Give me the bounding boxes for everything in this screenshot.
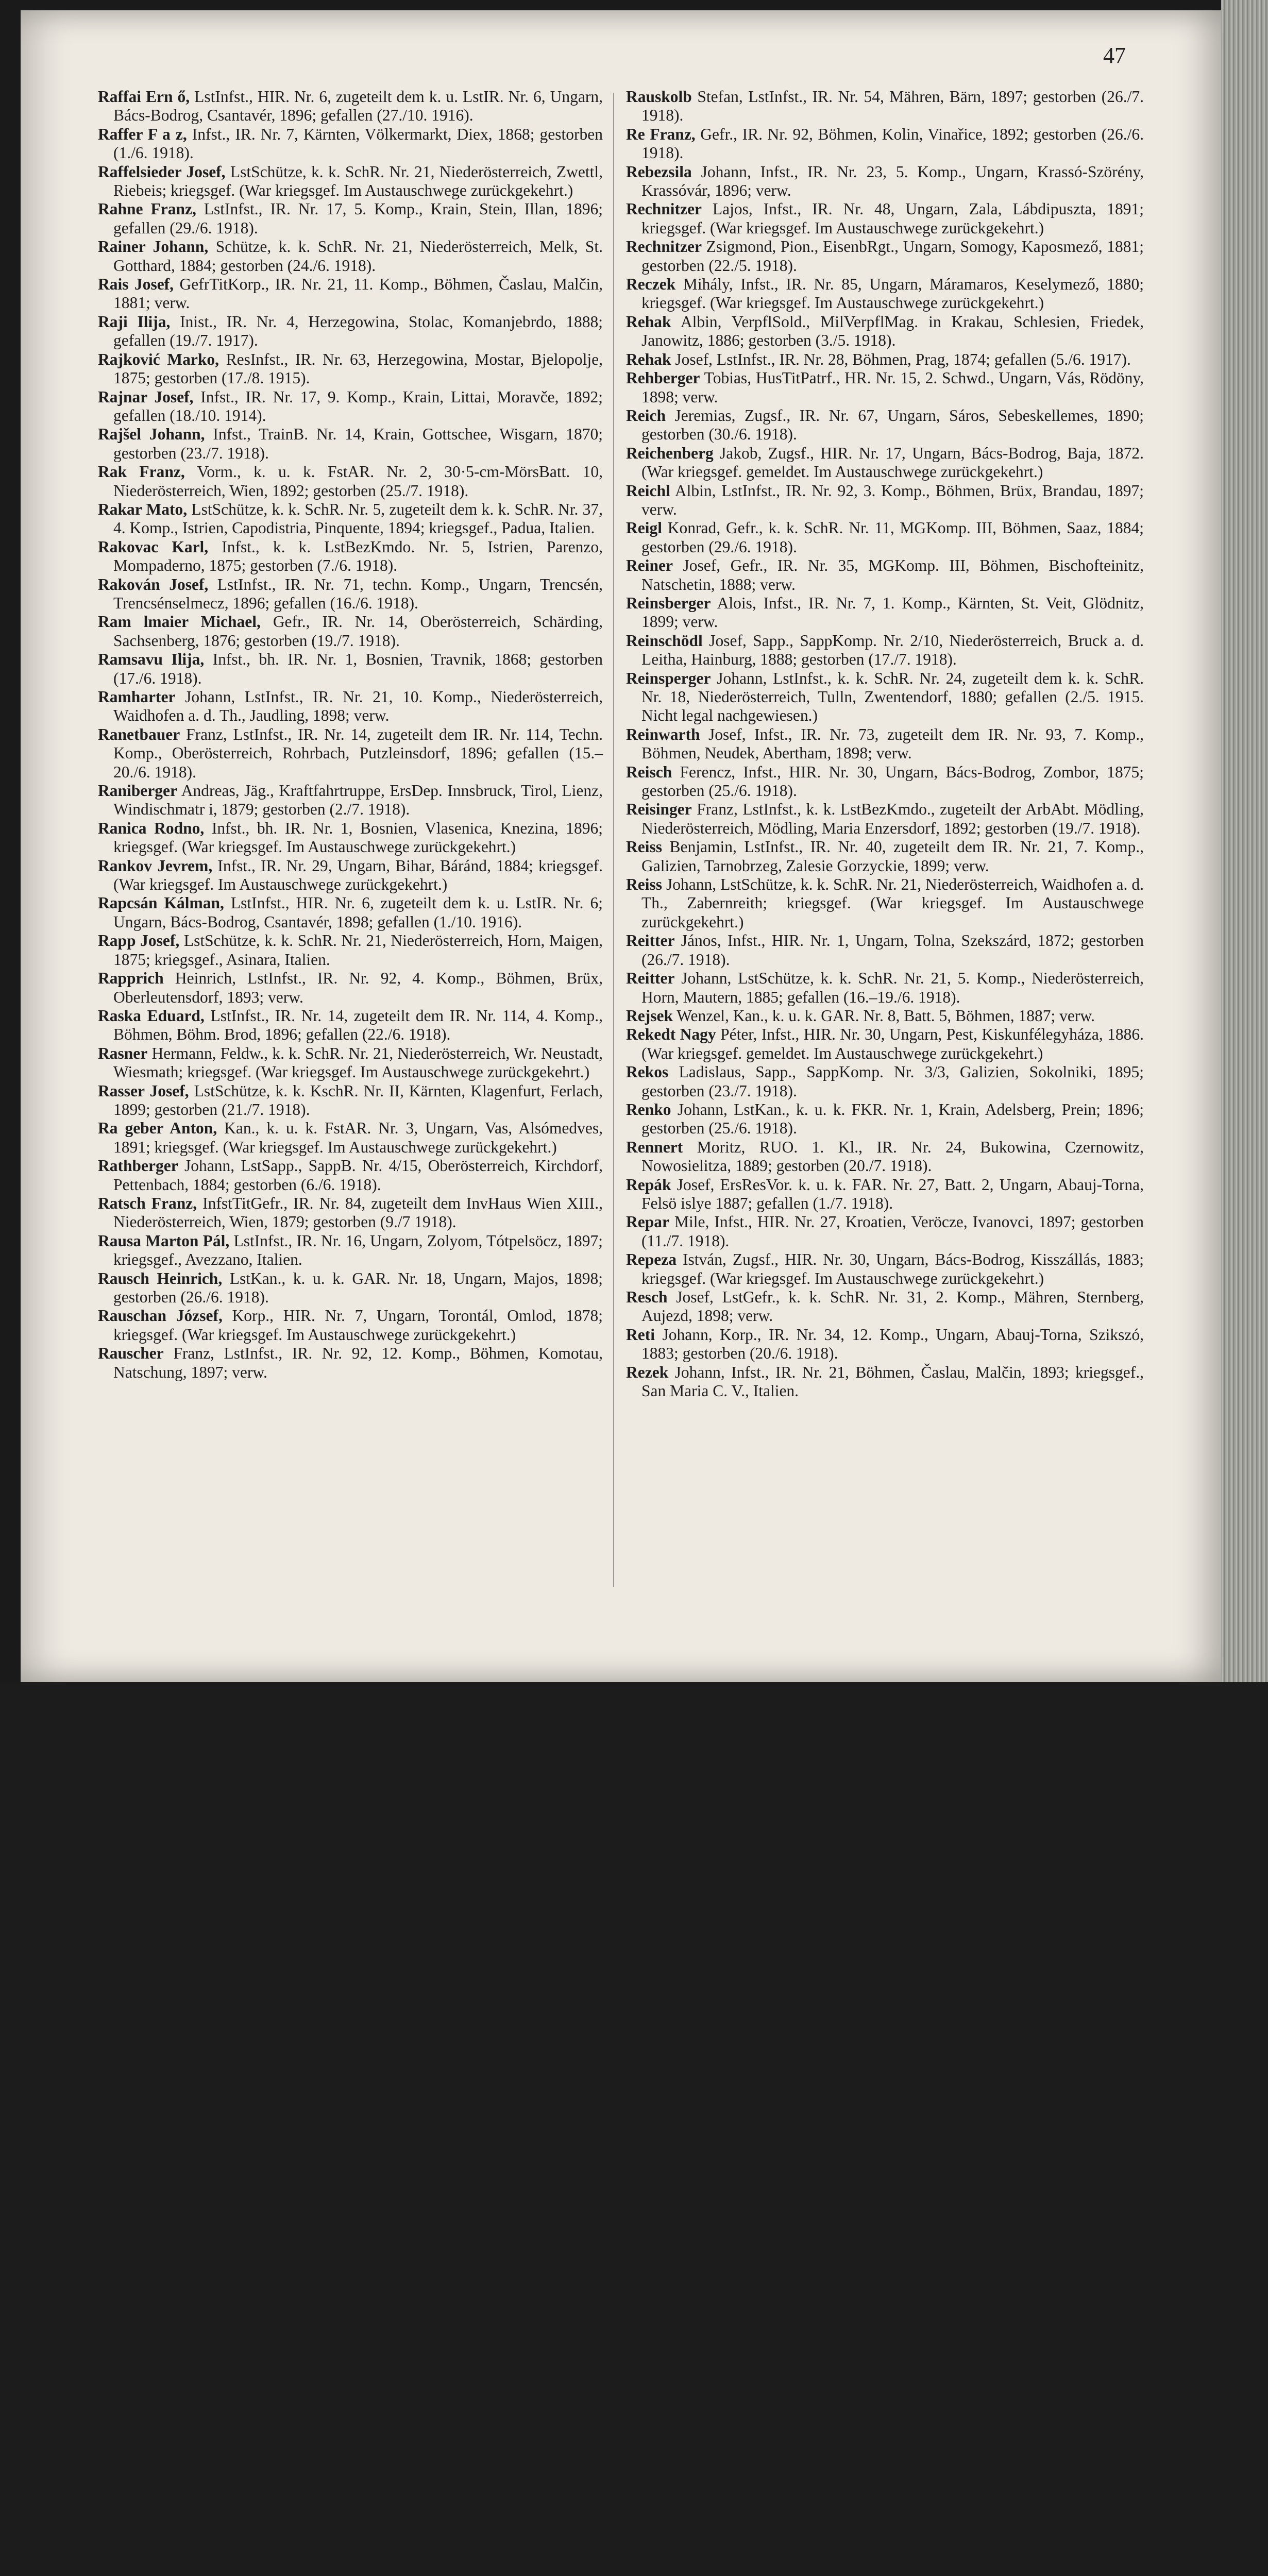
entry-name: Raniberger bbox=[98, 782, 177, 800]
entry-text: Infst., IR. Nr. 7, Kärnten, Völkermarkt, Diex, 1868; gestorben (1./6. 1918). bbox=[113, 125, 603, 162]
entry bbox=[626, 406, 1144, 444]
entry-name: Reczek bbox=[626, 275, 676, 294]
entry bbox=[626, 238, 1144, 275]
entry-name: Reiner bbox=[626, 556, 673, 575]
entry bbox=[626, 200, 1144, 238]
entry bbox=[98, 200, 603, 238]
entry-text: Johann, LstInfst., k. k. SchR. Nr. 24, zugeteilt dem k. k. SchR. Nr. 18, Niederösterreich, Tulln, Zwentendorf, 1880; gefallen (2./5. 1915. Nicht legal nachgewiesen.) bbox=[641, 669, 1144, 725]
entry-name: Ramsavu Ilija, bbox=[98, 650, 205, 669]
entry bbox=[626, 1138, 1144, 1176]
entry bbox=[98, 894, 603, 931]
entry-text: Infst., TrainB. Nr. 14, Krain, Gottschee, Wisgarn, 1870; gestorben (23./7. 1918). bbox=[113, 425, 603, 462]
entry-text: Johann, Infst., IR. Nr. 23, 5. Komp., Ungarn, Krassó-Szörény, Krassóvár, 1896; verw. bbox=[641, 162, 1144, 200]
entry-text: Andreas, Jäg., Kraftfahrtruppe, ErsDep. Innsbruck, Tirol, Lienz, Windischmatr i, 1879; gestorben (2./7. 1918). bbox=[113, 782, 603, 819]
entry-name: Reisch bbox=[626, 762, 672, 781]
entry-name: Raffer F a z, bbox=[98, 125, 187, 143]
entry-name: Ramharter bbox=[98, 688, 176, 706]
entry bbox=[98, 1344, 603, 1382]
entry bbox=[626, 1176, 1144, 1213]
entry-text: Albin, VerpflSold., MilVerpflMag. in Krakau, Schlesien, Friedek, Janowitz, 1886; gestorben (3./5. 1918). bbox=[641, 312, 1144, 350]
entry-name: Reisinger bbox=[626, 800, 692, 819]
entry bbox=[98, 88, 603, 125]
entry-text: Josef, Gefr., IR. Nr. 35, MGKomp. III, Böhmen, Bischofteinitz, Natschetin, 1888; verw. bbox=[641, 556, 1144, 594]
entry bbox=[626, 125, 1144, 163]
entry bbox=[626, 369, 1144, 406]
entry-text: Albin, LstInfst., IR. Nr. 92, 3. Komp., Böhmen, Brüx, Brandau, 1897; verw. bbox=[641, 481, 1144, 518]
entry-text: LstInfst., IR. Nr. 71, techn. Komp., Ungarn, Trencsén, Trencsénselmecz, 1896; gefallen (16./6. 1918). bbox=[113, 575, 603, 612]
entry-text: Kan., k. u. k. FstAR. Nr. 3, Ungarn, Vas, Alsómedves, 1891; kriegsgef. (War kriegsgef. Im Austauschwege zurückgekehrt.) bbox=[113, 1119, 603, 1156]
entry-text: LstInfst., IR. Nr. 17, 5. Komp., Krain, Stein, Illan, 1896; gefallen (29./6. 1918). bbox=[113, 200, 603, 237]
entry bbox=[98, 350, 603, 388]
entry-text: Konrad, Gefr., k. k. SchR. Nr. 11, MGKomp. III, Böhmen, Saaz, 1884; gestorben (29./6. 1918). bbox=[641, 519, 1144, 556]
entry bbox=[98, 238, 603, 275]
entry-name: Ranica Rodno, bbox=[98, 819, 205, 837]
entry-text: Josef, ErsResVor. k. u. k. FAR. Nr. 27, Batt. 2, Ungarn, Abauj-Torna, Felsö islye 1887; gefallen (1./7. 1918). bbox=[641, 1175, 1144, 1212]
entry-name: Rasser Josef, bbox=[98, 1081, 189, 1100]
entry-name: Reti bbox=[626, 1325, 655, 1344]
entry-text: LstSchütze, k. k. SchR. Nr. 21, Niederösterreich, Zwettl, Riebeis; kriegsgef. (War kriegsgef. Im Austauschwege zurückgekehrt.) bbox=[113, 162, 603, 200]
entry-text: Gefr., IR. Nr. 92, Böhmen, Kolin, Vinařice, 1892; gestorben (26./6. 1918). bbox=[641, 125, 1144, 162]
entry-name: Reitter bbox=[626, 969, 675, 988]
entry-text: LstInfst., IR. Nr. 14, zugeteilt dem IR. Nr. 114, 4. Komp., Böhmen, Böhm. Brod, 1896; gefallen (22./6. 1918). bbox=[113, 1006, 603, 1044]
entry bbox=[626, 163, 1144, 200]
entry-text: Ladislaus, Sapp., SappKomp. Nr. 3/3, Galizien, Sokolniki, 1895; gestorben (23./7. 1918). bbox=[641, 1063, 1144, 1100]
entry bbox=[98, 500, 603, 538]
entry-text: Benjamin, LstInfst., IR. Nr. 40, zugeteilt dem IR. Nr. 21, 7. Komp., Galizien, Tarnobrzeg, Zalesie Gorzyckie, 1899; verw. bbox=[641, 838, 1144, 875]
entry-name: Rankov Jevrem, bbox=[98, 856, 213, 875]
entry-name: Rennert bbox=[626, 1138, 683, 1156]
entry-name: Repák bbox=[626, 1175, 671, 1194]
entry bbox=[98, 725, 603, 782]
entry bbox=[98, 782, 603, 819]
entry-name: Rausa Marton Pál, bbox=[98, 1231, 230, 1250]
entry-text: Jeremias, Zugsf., IR. Nr. 67, Ungarn, Sáros, Sebeskellemes, 1890; gestorben (30./6. 1918). bbox=[641, 406, 1144, 444]
entry-text: Péter, Infst., HIR. Nr. 30, Ungarn, Pest, Kiskunfélegyháza, 1886. (War kriegsgef. gemeldet. Im Austauschwege zurückgekehrt.) bbox=[641, 1025, 1144, 1062]
entry-name: Rehak bbox=[626, 312, 671, 331]
entry-text: Gefr., IR. Nr. 14, Oberösterreich, Schärding, Sachsenberg, 1876; gestorben (19./7. 1918). bbox=[113, 613, 603, 650]
entry bbox=[98, 538, 603, 575]
entry bbox=[98, 1082, 603, 1120]
entry bbox=[98, 388, 603, 426]
entry-text: Tobias, HusTitPatrf., HR. Nr. 15, 2. Schwd., Ungarn, Vás, Rödöny, 1898; verw. bbox=[641, 369, 1144, 406]
right-column bbox=[626, 88, 1144, 1400]
entry bbox=[626, 1007, 1144, 1025]
entry-name: Rainer Johann, bbox=[98, 238, 209, 256]
entry bbox=[98, 1044, 603, 1082]
entry-name: Reichl bbox=[626, 481, 670, 500]
entry-name: Rajnar Josef, bbox=[98, 387, 194, 406]
entry bbox=[626, 1063, 1144, 1100]
entry-text: Johann, Korp., IR. Nr. 34, 12. Komp., Ungarn, Abauj-Torna, Szikszó, 1883; gestorben (20./6. 1918). bbox=[641, 1325, 1144, 1363]
entry-name: Rauscher bbox=[98, 1344, 164, 1363]
entry-text: Infst., bh. IR. Nr. 1, Bosnien, Travnik, 1868; gestorben (17./6. 1918). bbox=[113, 650, 603, 687]
entry-name: Raffai Ern ő, bbox=[98, 88, 190, 106]
entry-text: Johann, LstSchütze, k. k. SchR. Nr. 21, 5. Komp., Niederösterreich, Horn, Mautern, 1885; gefallen (16.–19./6. 1918). bbox=[641, 969, 1144, 1006]
entry-name: Reich bbox=[626, 406, 666, 425]
entry-text: Josef, LstInfst., IR. Nr. 28, Böhmen, Prag, 1874; gefallen (5./6. 1917). bbox=[675, 350, 1131, 368]
entry bbox=[626, 1363, 1144, 1401]
entry-text: Franz, LstInfst., k. k. LstBezKmdo., zugeteilt der ArbAbt. Mödling, Niederösterreich, Mödling, Maria Enzersdorf, 1892; gestorben (19./7. 1918). bbox=[641, 800, 1144, 837]
entry-text: Johann, LstKan., k. u. k. FKR. Nr. 1, Krain, Adelsberg, Prein; 1896; gestorben (25./6. 1918). bbox=[641, 1100, 1144, 1138]
entry-name: Rehberger bbox=[626, 369, 700, 387]
entry-name: Raji Ilija, bbox=[98, 312, 171, 331]
entry-name: Rebezsila bbox=[626, 162, 692, 181]
page-number: 47 bbox=[1103, 43, 1126, 68]
entry-text: Heinrich, LstInfst., IR. Nr. 92, 4. Komp., Böhmen, Brüx, Oberleutensdorf, 1893; verw. bbox=[113, 969, 603, 1006]
entry-text: Stefan, LstInfst., IR. Nr. 54, Mähren, Bärn, 1897; gestorben (26./7. 1918). bbox=[641, 88, 1144, 125]
entry-text: Mihály, Infst., IR. Nr. 85, Ungarn, Máramaros, Keselymező, 1880; kriegsgef. (War kriegsgef. Im Austauschwege zurückgekehrt.) bbox=[641, 275, 1144, 312]
entry-name: Rathberger bbox=[98, 1157, 178, 1175]
entry-name: Reigl bbox=[626, 519, 662, 537]
entry-name: Rauschan József, bbox=[98, 1307, 223, 1325]
entry-name: Repeza bbox=[626, 1250, 677, 1269]
entry-text: GefrTitKorp., IR. Nr. 21, 11. Komp., Böhmen, Časlau, Malčin, 1881; verw. bbox=[113, 275, 603, 312]
entry-name: Rak Franz, bbox=[98, 463, 185, 481]
entry-text: Johann, LstSapp., SappB. Nr. 4/15, Oberösterreich, Kirchdorf, Pettenbach, 1884; gestorben (6./6. 1918). bbox=[113, 1157, 603, 1194]
entry bbox=[98, 125, 603, 163]
entry-name: Rekedt Nagy bbox=[626, 1025, 716, 1044]
entry-text: Infst., k. k. LstBezKmdo. Nr. 5, Istrien, Parenzo, Mompaderno, 1875; gestorben (7./6. 1918). bbox=[113, 537, 603, 575]
entry bbox=[626, 725, 1144, 763]
entry-text: Wenzel, Kan., k. u. k. GAR. Nr. 8, Batt. 5, Böhmen, 1887; verw. bbox=[677, 1006, 1095, 1025]
entry-name: Rapprich bbox=[98, 969, 164, 988]
entry-text: Schütze, k. k. SchR. Nr. 21, Niederösterreich, Melk, St. Gotthard, 1884; gestorben (24./6. 1918). bbox=[113, 238, 603, 275]
entry-text: LstInfst., IR. Nr. 16, Ungarn, Zolyom, Tótpelsöcz, 1897; kriegsgef., Avezzano, Italien. bbox=[113, 1231, 603, 1269]
entry-text: Infst., bh. IR. Nr. 1, Bosnien, Vlasenica, Knezina, 1896; kriegsgef. (War kriegsgef. Im Austauschwege zurückgekehrt.) bbox=[113, 819, 603, 856]
entry bbox=[98, 650, 603, 688]
entry-text: Franz, LstInfst., IR. Nr. 92, 12. Komp., Böhmen, Komotau, Natschung, 1897; verw. bbox=[113, 1344, 603, 1381]
entry-name: Resch bbox=[626, 1288, 668, 1306]
entry bbox=[626, 556, 1144, 594]
entry bbox=[626, 444, 1144, 482]
entry-text: Vorm., k. u. k. FstAR. Nr. 2, 30·5-cm-MörsBatt. 10, Niederösterreich, Wien, 1892; gestorben (25./7. 1918). bbox=[113, 463, 603, 500]
entry bbox=[626, 482, 1144, 519]
entry-name: Renko bbox=[626, 1100, 671, 1118]
entry-text: Ferencz, Infst., HIR. Nr. 30, Ungarn, Bács-Bodrog, Zombor, 1875; gestorben (25./6. 1918). bbox=[641, 762, 1144, 800]
entry bbox=[626, 1100, 1144, 1138]
entry-text: Jakob, Zugsf., HIR. Nr. 17, Ungarn, Bács-Bodrog, Baja, 1872. (War kriegsgef. gemeldet. Im Austauschwege zurückgekehrt.) bbox=[641, 444, 1144, 481]
entry-text: Moritz, RUO. 1. Kl., IR. Nr. 24, Bukowina, Czernowitz, Nowosielitza, 1889; gestorben (20./7. 1918). bbox=[641, 1138, 1144, 1175]
entry-name: Reinschödl bbox=[626, 631, 703, 650]
entry-name: Rauskolb bbox=[626, 88, 692, 106]
document-page bbox=[21, 10, 1221, 1682]
entry bbox=[626, 1025, 1144, 1063]
entry-text: Josef, LstGefr., k. k. SchR. Nr. 31, 2. Komp., Mähren, Sternberg, Aujezd, 1898; verw. bbox=[641, 1288, 1144, 1325]
entry bbox=[626, 669, 1144, 725]
entry bbox=[98, 1307, 603, 1344]
entry bbox=[98, 463, 603, 500]
entry-text: Infst., IR. Nr. 17, 9. Komp., Krain, Littai, Moravče, 1892; gefallen (18./10. 1914). bbox=[113, 387, 603, 425]
entry bbox=[626, 800, 1144, 838]
entry-text: InfstTitGefr., IR. Nr. 84, zugeteilt dem InvHaus Wien XIII., Niederösterreich, Wien, 1879; gestorben (9./7 1918). bbox=[113, 1194, 603, 1231]
entry-text: Johann, LstSchütze, k. k. SchR. Nr. 21, Niederösterreich, Waidhofen a. d. Th., Zabernreith; kriegsgef. (War kriegsgef. Im Austauschwege zurückgekehrt.) bbox=[641, 875, 1144, 931]
entry bbox=[98, 819, 603, 857]
entry-name: Repar bbox=[626, 1213, 669, 1231]
entry bbox=[98, 1269, 603, 1307]
entry bbox=[98, 1157, 603, 1194]
entry-text: LstSchütze, k. k. SchR. Nr. 5, zugeteilt dem k. k. SchR. Nr. 37, 4. Komp., Istrien, Capodistria, Pinquente, 1894; kriegsgef., Padua, Italien. bbox=[113, 500, 603, 537]
entry-name: Reiss bbox=[626, 838, 662, 856]
entry-name: Ram lmaier Michael, bbox=[98, 613, 261, 631]
entry-name: Rakar Mato, bbox=[98, 500, 188, 518]
entry-name: Rais Josef, bbox=[98, 275, 174, 294]
footer-bar bbox=[0, 1682, 1268, 1768]
entry bbox=[626, 875, 1144, 931]
entry-text: János, Infst., HIR. Nr. 1, Ungarn, Tolna, Szekszárd, 1872; gestorben (26./7. 1918). bbox=[641, 931, 1144, 969]
entry-name: Rejsek bbox=[626, 1006, 673, 1025]
entry-name: Raska Eduard, bbox=[98, 1006, 205, 1025]
entry-name: Reinsperger bbox=[626, 669, 711, 687]
entry-text: Johann, Infst., IR. Nr. 21, Böhmen, Časlau, Malčin, 1893; kriegsgef., San Maria C. V., Italien. bbox=[641, 1363, 1144, 1400]
entry-name: Reiss bbox=[626, 875, 662, 894]
entry-name: Ranetbauer bbox=[98, 725, 180, 743]
entry bbox=[626, 519, 1144, 556]
entry bbox=[626, 88, 1144, 125]
entry-text: Korp., HIR. Nr. 7, Ungarn, Torontál, Omlod, 1878; kriegsgef. (War kriegsgef. Im Austauschwege zurückgekehrt.) bbox=[113, 1307, 603, 1344]
entry-text: Johann, LstInfst., IR. Nr. 21, 10. Komp., Niederösterreich, Waidhofen a. d. Th., Jaudling, 1898; verw. bbox=[113, 688, 603, 725]
entry bbox=[98, 313, 603, 350]
entry bbox=[626, 275, 1144, 313]
entry-text: Lajos, Infst., IR. Nr. 48, Ungarn, Zala, Lábdipuszta, 1891; kriegsgef. (War kriegsgef. Im Austauschwege zurückgekehrt.) bbox=[641, 200, 1144, 237]
entry-name: Reinwarth bbox=[626, 725, 700, 743]
entry-name: Rajšel Johann, bbox=[98, 425, 205, 444]
entry-name: Rapcsán Kálman, bbox=[98, 894, 224, 912]
entry-text: Alois, Infst., IR. Nr. 7, 1. Komp., Kärnten, St. Veit, Glödnitz, 1899; verw. bbox=[641, 594, 1144, 631]
entry-text: LstSchütze, k. k. KschR. Nr. II, Kärnten, Klagenfurt, Ferlach, 1899; gestorben (21./7. 1918). bbox=[113, 1081, 603, 1118]
entry bbox=[626, 1288, 1144, 1326]
entry-text: LstKan., k. u. k. GAR. Nr. 18, Ungarn, Majos, 1898; gestorben (26./6. 1918). bbox=[113, 1269, 603, 1306]
entry bbox=[98, 857, 603, 894]
entry-text: LstSchütze, k. k. SchR. Nr. 21, Niederösterreich, Horn, Maigen, 1875; kriegsgef., Asinara, Italien. bbox=[113, 931, 603, 969]
entry bbox=[626, 594, 1144, 632]
entry bbox=[626, 931, 1144, 969]
entry bbox=[626, 763, 1144, 801]
entry-text: LstInfst., HIR. Nr. 6, zugeteilt dem k. u. LstIR. Nr. 6, Ungarn, Bács-Bodrog, Csantavér, 1896; gefallen (27./10. 1916). bbox=[113, 88, 603, 125]
entry-name: Rehak bbox=[626, 350, 671, 368]
entry-name: Ra geber Anton, bbox=[98, 1119, 217, 1138]
entry-name: Reichenberg bbox=[626, 444, 714, 462]
entry bbox=[626, 350, 1144, 369]
entry bbox=[98, 425, 603, 463]
entry bbox=[626, 632, 1144, 669]
entry-name: Rapp Josef, bbox=[98, 931, 180, 950]
entry bbox=[626, 1250, 1144, 1288]
entry-name: Rezek bbox=[626, 1363, 669, 1381]
entry-text: Zsigmond, Pion., EisenbRgt., Ungarn, Somogy, Kaposmező, 1881; gestorben (22./5. 1918). bbox=[641, 238, 1144, 275]
entry-text: Josef, Infst., IR. Nr. 73, zugeteilt dem IR. Nr. 93, 7. Komp., Böhmen, Neudek, Abertham, 1898; verw. bbox=[641, 725, 1144, 762]
entry bbox=[98, 969, 603, 1007]
entry bbox=[98, 688, 603, 725]
entry-text: Franz, LstInfst., IR. Nr. 14, zugeteilt dem IR. Nr. 114, Techn. Komp., Oberösterreich, Rohrbach, Putzleinsdorf, 1896; gefallen (15.–20./6. 1918). bbox=[113, 725, 603, 781]
entry-name: Rechnitzer bbox=[626, 238, 702, 256]
entry bbox=[98, 1232, 603, 1269]
entry bbox=[98, 931, 603, 969]
entry-text: István, Zugsf., HIR. Nr. 30, Ungarn, Bács-Bodrog, Kisszállás, 1883; kriegsgef. (War kriegsgef. Im Austauschwege zurückgekehrt.) bbox=[641, 1250, 1144, 1287]
entry-text: ResInfst., IR. Nr. 63, Herzegowina, Mostar, Bjelopolje, 1875; gestorben (17./8. 1915). bbox=[113, 350, 603, 387]
entry bbox=[98, 163, 603, 200]
entry-name: Rahne Franz, bbox=[98, 200, 196, 218]
entry bbox=[626, 838, 1144, 875]
entry-name: Reinsberger bbox=[626, 594, 711, 612]
entry bbox=[626, 1326, 1144, 1363]
entry-text: Hermann, Feldw., k. k. SchR. Nr. 21, Niederösterreich, Wr. Neustadt, Wiesmath; kriegsgef. (War kriegsgef. Im Austauschwege zurückgekehrt.) bbox=[113, 1044, 603, 1081]
entry-name: Ratsch Franz, bbox=[98, 1194, 197, 1212]
entry-text: Inist., IR. Nr. 4, Herzegowina, Stolac, Komanjebrdo, 1888; gefallen (19./7. 1917). bbox=[113, 312, 603, 350]
entry-name: Rakován Josef, bbox=[98, 575, 209, 594]
entry-text: Mile, Infst., HIR. Nr. 27, Kroatien, Veröcze, Ivanovci, 1897; gestorben (11./7. 1918). bbox=[641, 1213, 1144, 1250]
entry-name: Reitter bbox=[626, 931, 675, 950]
entry-name: Rasner bbox=[98, 1044, 148, 1062]
entry bbox=[98, 1194, 603, 1232]
entry bbox=[98, 1119, 603, 1157]
entry-name: Rekos bbox=[626, 1063, 669, 1081]
entry-name: Raffelsieder Josef, bbox=[98, 162, 226, 181]
entry bbox=[98, 575, 603, 613]
entry-text: LstInfst., HIR. Nr. 6, zugeteilt dem k. u. LstIR. Nr. 6; Ungarn, Bács-Bodrog, Csantavér, 1898; gefallen (1./10. 1916). bbox=[113, 894, 603, 931]
book-page-edge bbox=[1221, 0, 1268, 1682]
entry bbox=[98, 275, 603, 313]
entry bbox=[98, 613, 603, 650]
entry-name: Rechnitzer bbox=[626, 200, 702, 218]
entry bbox=[626, 313, 1144, 350]
entry-name: Rausch Heinrich, bbox=[98, 1269, 223, 1287]
left-column bbox=[98, 88, 603, 1382]
column-divider bbox=[613, 93, 614, 1587]
entry-name: Rajković Marko, bbox=[98, 350, 219, 368]
entry bbox=[626, 1213, 1144, 1250]
entry bbox=[98, 1007, 603, 1044]
entry-name: Rakovac Karl, bbox=[98, 537, 209, 556]
entry-text: Josef, Sapp., SappKomp. Nr. 2/10, Niederösterreich, Bruck a. d. Leitha, Hainburg, 1888; gestorben (17./7. 1918). bbox=[641, 631, 1144, 669]
entry-text: Infst., IR. Nr. 29, Ungarn, Bihar, Báránd, 1884; kriegsgef. (War kriegsgef. Im Austauschwege zurückgekehrt.) bbox=[113, 856, 603, 894]
entry bbox=[626, 969, 1144, 1007]
entry-name: Re Franz, bbox=[626, 125, 696, 143]
